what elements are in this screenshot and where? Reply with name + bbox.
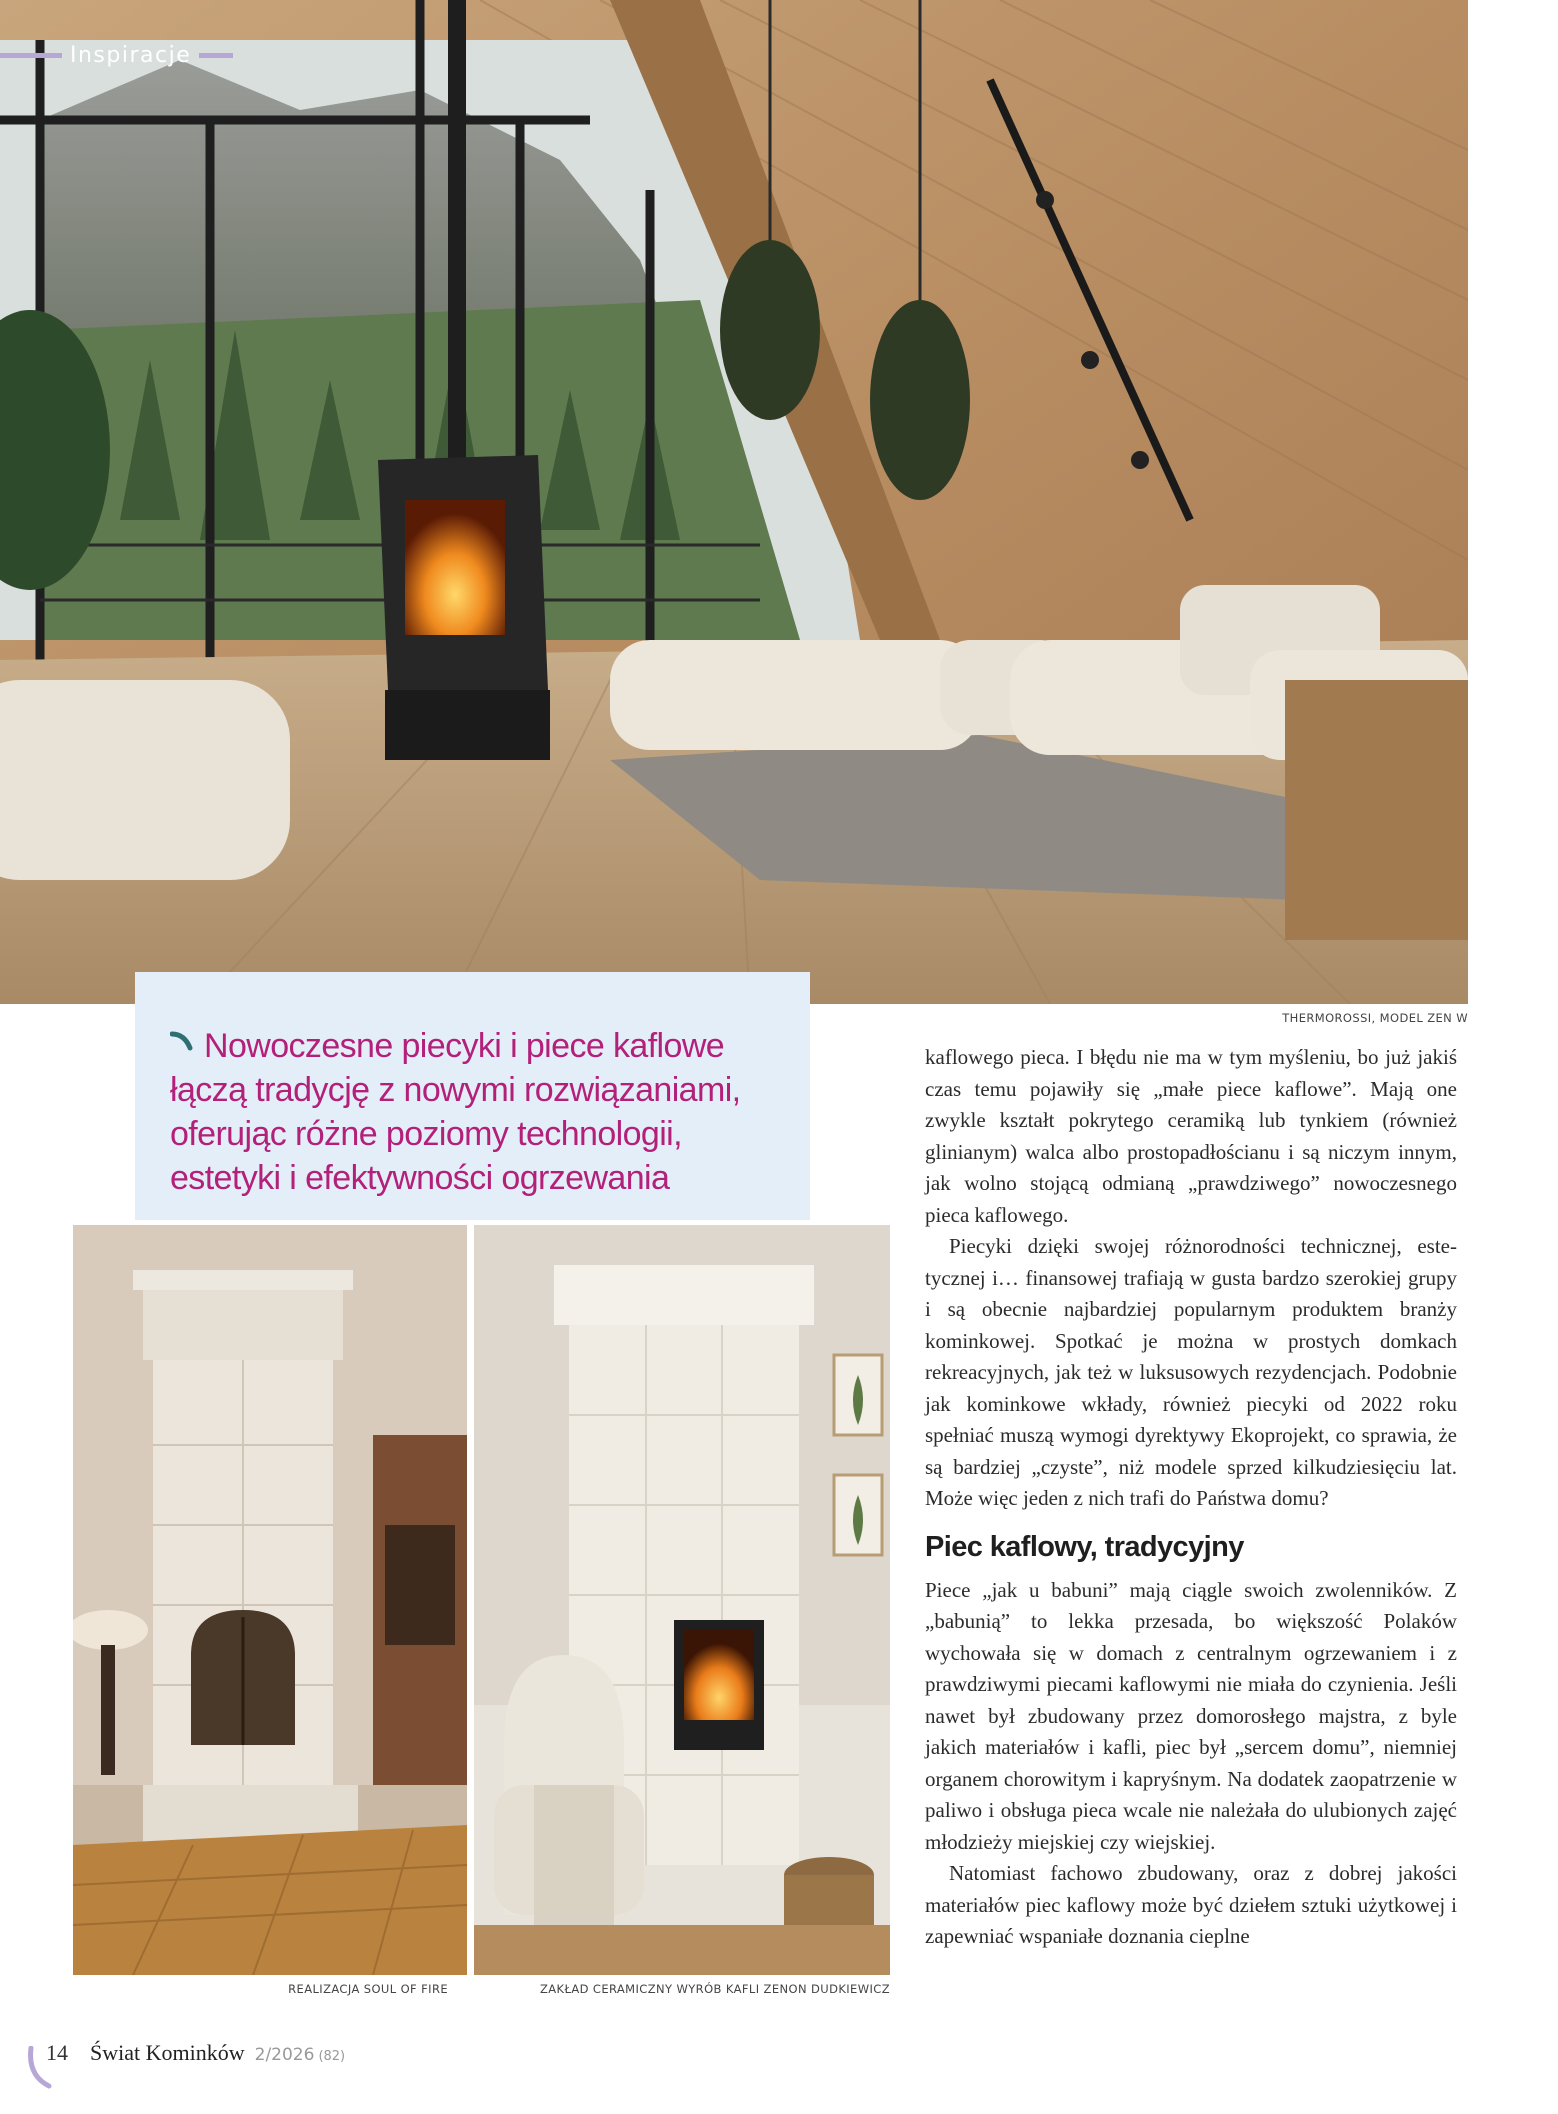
article-heading: Piec kaflowy, tradycyjny [925,1530,1244,1563]
article-paragraph: Piecyki dzięki swojej różnorodności technicznej, estetycznej i… finansowej trafiają w gusta bardzo szerokiej grupy i są obecnie najbardziej popularnym produktem branży kominkowej. Spotkać je można w prostych domkach rekreacyjnych, jak też w luksusowych rezydencjach. Podobnie jak kominkowe wkłady, również piecyki od 2022 roku spełniać muszą wymogi dyrektywy Ekoprojekt, co sprawia, że są bardziej „czyste”, niż modele sprzed kilkudziesięciu lat. Może więc jeden z nich trafi do Państwa domu? [925,1234,1457,1510]
page-number: 14 [46,2040,68,2065]
hero-photo [0,0,1468,1004]
photo-left-caption: REALIZACJA SOUL OF FIRE [288,1982,448,1996]
section-tag [0,40,233,70]
tag-bar [199,53,233,58]
page-footer [38,2040,345,2080]
pullquote-text: Nowoczesne piecyki i piece kaflowe łączą tradycję z nowymi rozwiązaniami, oferując różne poziomy technologii, estetyki i efektywności ogrzewania [170,1027,741,1197]
section-label: Inspiracje [70,42,192,68]
photo-tiled-stove-left [73,1225,467,1975]
photo-tiled-stove-right [474,1225,890,1975]
magazine-name: Świat Kominków [90,2040,245,2065]
tag-bar [0,53,62,58]
article-paragraph: Natomiast fachowo zbudowany, oraz z dobrej jakości materiałów piec kaflowy może być dziełem sztuki użytkowej i zapewniać wspaniałe doznania cieplne [925,1861,1457,1948]
issue-label: 2/2026 [254,2045,315,2065]
issue-number: (82) [318,2049,346,2064]
article-paragraph: Piece „jak u babuni” mają ciągle swoich zwolenników. Z „babunią” to lekka przesada, bo większość Polaków wychowała się w domach z centralnym ogrzewaniem i z prawdziwymi piecami kaflowymi nie miała do czynienia. Jeśli nawet był zbudowany przez domorosłego majstra, z byle jakich materiałów i kafli, piec był „sercem domu”, niemniej organem chorowitym i kapryśnym. Na dodatek zaopatrzenie w paliwo i obsługa pieca wcale nie należała do ulubionych zajęć młodzieży miejskiej czy wiejskiej. [925,1577,1457,1854]
article-column [925,1042,1457,1953]
article-paragraph: kaflowego pieca. I błędu nie ma w tym myśleniu, bo już jakiś czas temu pojawiły się „małe piece kaflowe”. Mają one zwykle kształt pokrytego ceramiką lub tynkiem (również glinianym) walca albo prostopadłościanu i są niczym innym, jak wolno stojącą odmianą „prawdziwego” nowoczesnego pieca kaflowego. [925,1045,1457,1227]
photo-right-caption: ZAKŁAD CERAMICZNY WYRÓB KAFLI ZENON DUDKIEWICZ [539,1982,890,1996]
hero-caption: THERMOROSSI, MODEL ZEN W [1282,1011,1468,1025]
